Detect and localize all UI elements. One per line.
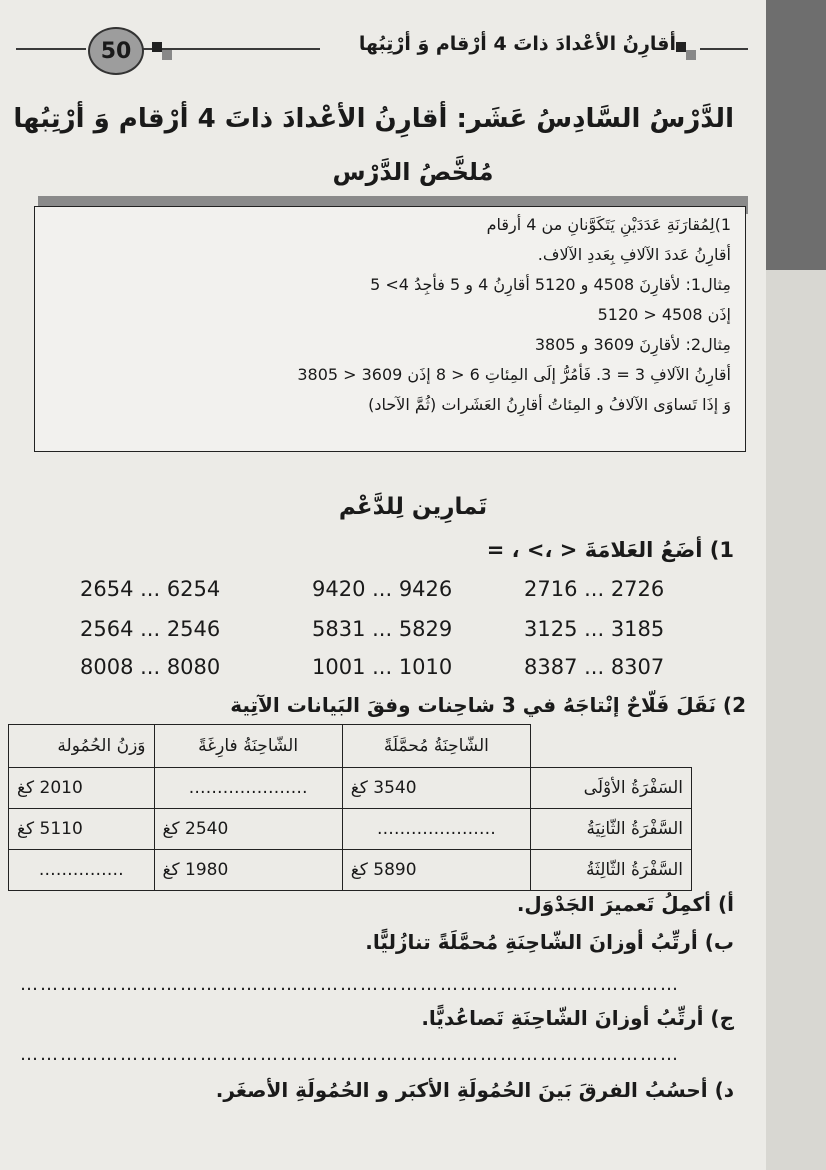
- summary-line: وَ إذَا تَساوَى الآلافُ و المِئاتُ أقارِنُ العَشَرات (ثُمَّ الآحاد): [368, 395, 731, 414]
- question-2c: ج) أرتِّبُ أوزانَ الشّاحِنَةِ تَصاعُديًّا.: [421, 1006, 734, 1030]
- square-icon: [686, 50, 696, 60]
- summary-line: مِثال1: لأقارِنَ 4508 و 5120 أقارِنُ 4 و 5 فأجِدُ 4> 5: [370, 275, 731, 294]
- comparison-item: 3125 ... 3185: [524, 617, 665, 641]
- comparison-item: 2654 ... 6254: [80, 577, 221, 601]
- comparison-item: 1001 ... 1010: [312, 655, 453, 679]
- question-2d: د) أحسُبُ الفرقَ بَينَ الحُمُولَةِ الأكبَر و الحُمُولَةِ الأصغَر.: [215, 1078, 734, 1102]
- answer-line: ………………………………………………………………………………………: [20, 1044, 680, 1065]
- table-cell: …………………: [154, 768, 342, 809]
- table-header-cell: الشّاحِنَةُ فارِغَةً: [154, 725, 342, 768]
- table-cell: 3540 كغ: [342, 768, 530, 809]
- square-icon: [162, 50, 172, 60]
- table-cell: 5110 كغ: [9, 809, 155, 850]
- answer-line: ………………………………………………………………………………………: [20, 974, 680, 995]
- page-number: 50: [88, 27, 144, 75]
- trucks-table: [8, 724, 692, 891]
- comparison-item: 2564 ... 2546: [80, 617, 221, 641]
- table-cell: 1980 كغ: [154, 850, 342, 891]
- header-rule-right: [700, 48, 748, 50]
- summary-line: مِثال2: لأقارِنَ 3609 و 3805: [534, 335, 731, 354]
- table-row: [9, 809, 692, 850]
- table-cell: 5890 كغ: [342, 850, 530, 891]
- table-row: [9, 768, 692, 809]
- comparison-item: 8008 ... 8080: [80, 655, 221, 679]
- table-header-cell: وَزنُ الحُمُولة: [9, 725, 155, 768]
- table-cell: السَّفْرَةُ الثّالِثَةُ: [530, 850, 691, 891]
- header-rule-left: [16, 48, 86, 50]
- side-tab: [766, 0, 826, 270]
- question-2-prompt: 2) نَقَلَ فَلّاحٌ إنْتاجَهُ في 3 شاحِنات وفقَ البَيانات الآتِية: [230, 693, 746, 717]
- comparison-item: 2716 ... 2726: [524, 577, 665, 601]
- summary-line: إذَن 4508 < 5120: [597, 305, 731, 324]
- summary-line: 1)لِمُقارَنَةِ عَدَدَيْنِ يَتَكَوَّنانِ من 4 أرقام: [486, 215, 731, 234]
- table-cell: ……………: [9, 850, 155, 891]
- comparison-item: 9420 ... 9426: [312, 577, 453, 601]
- table-header-cell: الشّاحِنَةُ مُحمَّلَةً: [342, 725, 530, 768]
- header-title: أقارِنُ الأعْدادَ ذاتَ 4 أرْقام وَ أرْتِبُها: [358, 33, 676, 55]
- square-icon: [676, 42, 686, 52]
- summary-box: [34, 206, 746, 452]
- question-2a: أ) أكمِلُ تَعميرَ الجَدْوَل.: [516, 892, 734, 916]
- lesson-title: الدَّرْسُ السَّادِسُ عَشَر: أقارِنُ الأعْدادَ ذاتَ 4 أرْقام وَ أرْتِبُها: [13, 104, 734, 134]
- square-icon: [152, 42, 162, 52]
- question-2b: ب) أرتِّبُ أوزانَ الشّاحِنَةِ مُحمَّلَةً تنازُليًّا.: [365, 930, 734, 954]
- comparison-item: 8387 ... 8307: [524, 655, 665, 679]
- table-cell: السَّفْرَةُ الثّانِيَةُ: [530, 809, 691, 850]
- summary-line: أقارِنُ عَددَ الآلافِ بِعَددِ الآلاف.: [537, 245, 731, 264]
- summary-line: أقارِنُ الآلافِ 3 = 3. فَأمُرُّ إلَى المِئاتِ 6 < 8 إذَن 3609 < 3805: [297, 365, 731, 384]
- table-header-row: [9, 725, 692, 768]
- question-1-prompt: 1) أضَعُ العَلامَةَ < ،> ، =: [486, 538, 734, 562]
- table-cell: 2010 كغ: [9, 768, 155, 809]
- table-cell: …………………: [342, 809, 530, 850]
- table-row: [9, 850, 692, 891]
- summary-title: مُلخَّصُ الدَّرْس: [332, 158, 494, 186]
- table-cell: 2540 كغ: [154, 809, 342, 850]
- table-cell: السَفْرَةُ الأوْلَى: [530, 768, 691, 809]
- table-header-cell: [530, 725, 691, 768]
- comparison-item: 5831 ... 5829: [312, 617, 453, 641]
- exercises-title: تَمارِين لِلدَّعْم: [338, 494, 488, 520]
- side-margin: [766, 270, 826, 1170]
